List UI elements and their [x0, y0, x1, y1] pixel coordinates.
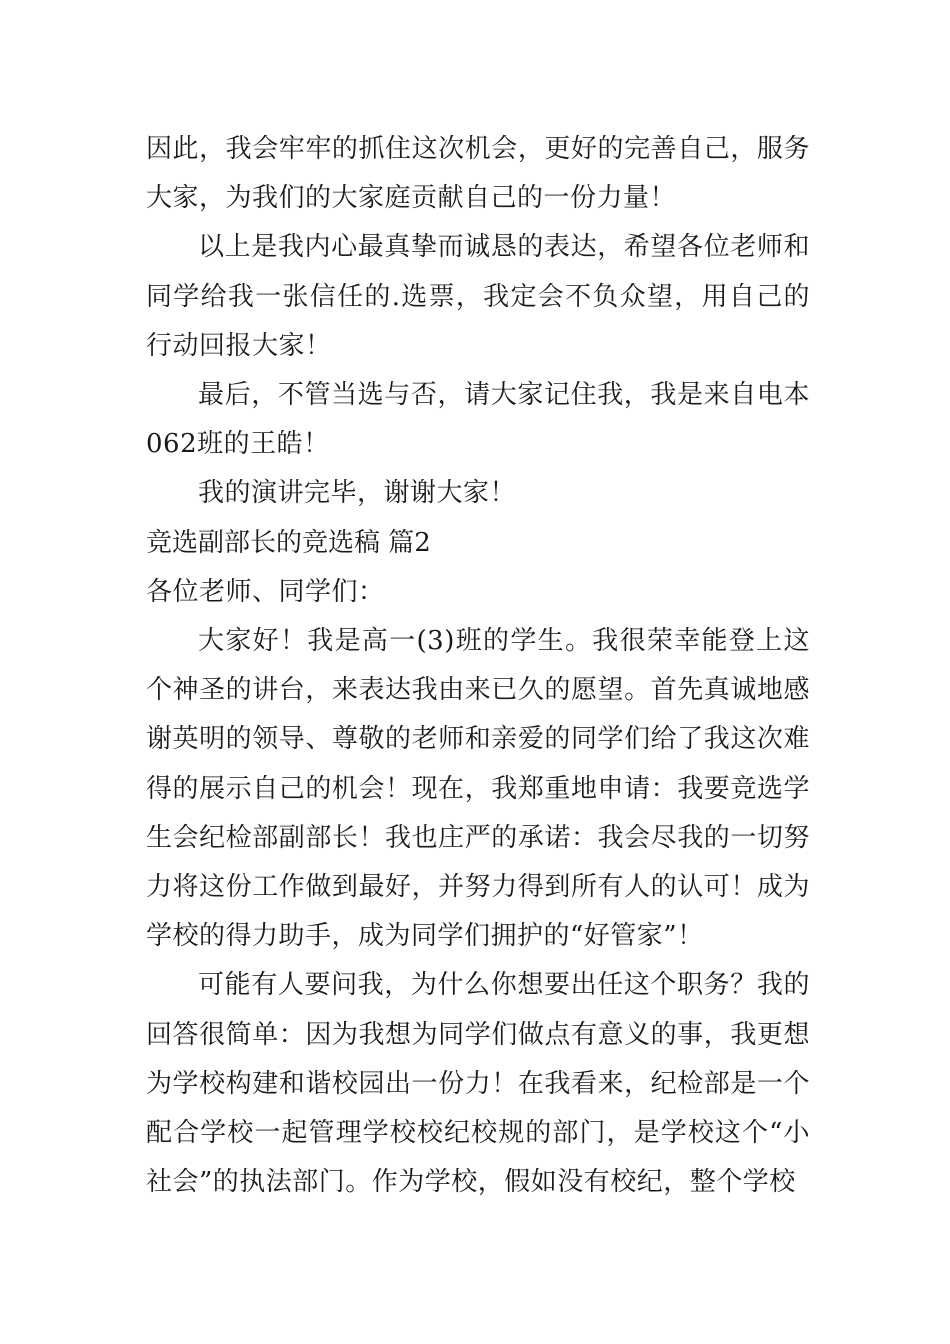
paragraph-4: 我的演讲完毕，谢谢大家！ — [198, 478, 517, 509]
salutation: 各位老师、同学们： — [146, 576, 385, 607]
paragraph-5: 大家好！我是高一(3)班的学生。我很荣幸能登上这个神圣的讲台，来表达我由来已久的愿望。首先真诚地感谢英明的领导、尊敬的老师和亲爱的同学们给了我这次难得的展示自己的机会！现在，我郑重地申请：我要竞选学生会纪检部副部长！我也庄严的承诺：我会尽我的一切努力将这份工作做到最好，并努力得到所有人的认可！成为学校的得力助手，成为同学们拥护的“好管家”！ — [146, 626, 810, 952]
paragraph-2: 以上是我内心最真挚而诚恳的表达，希望各位老师和同学给我一张信任的.选票，我定会不负众望，用自己的行动回报大家！ — [146, 232, 810, 361]
paragraph-1: 因此，我会牢牢的抓住这次机会，更好的完善自己，服务大家，为我们的大家庭贡献自己的一份力量！ — [146, 134, 810, 214]
paragraph-6: 可能有人要问我，为什么你想要出任这个职务？我的回答很简单：因为我想为同学们做点有意义的事，我更想为学校构建和谐校园出一份力！在我看来，纪检部是一个配合学校一起管理学校校纪校规的部门，是学校这个“小社会”的执法部门。作为学校，假如没有校纪，整个学校 — [146, 970, 810, 1198]
paragraph-3: 最后，不管当选与否，请大家记住我，我是来自电本062班的王皓！ — [146, 380, 810, 460]
document-page — [146, 125, 810, 1207]
section-title: 竞选副部长的竞选稿 篇2 — [146, 527, 431, 558]
